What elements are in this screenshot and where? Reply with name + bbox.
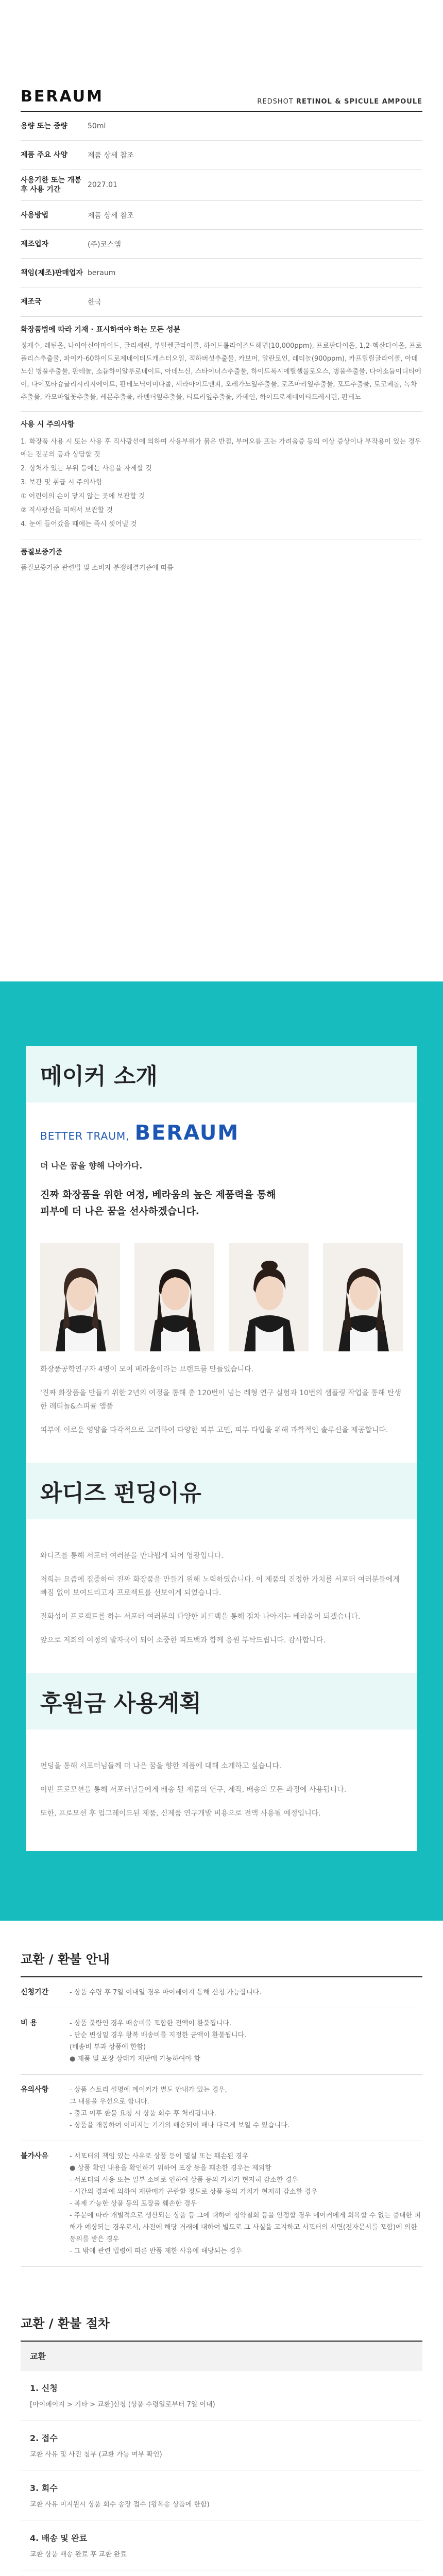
quality-text: 품질보증기준 관련법 및 소비자 분쟁해결기준에 따름 xyxy=(21,564,174,572)
info-row xyxy=(21,287,422,316)
info-value: (주)코스엠 xyxy=(88,240,122,249)
paragraph: 화장품공학연구자 4명이 모여 베라움이라는 브랜드를 만들었습니다. xyxy=(40,1365,254,1374)
ingredients-title: 화장품법에 따라 기재 · 표시하여야 하는 모든 성분 xyxy=(21,316,422,340)
product-info-section xyxy=(0,0,443,981)
process-step xyxy=(21,2370,422,2420)
caution-item: 1. 화장품 사용 시 또는 사용 후 직사광선에 의하여 사용부위가 붉은 반점, 부어오름 또는 가려움증 등의 이상 증상이나 부작용이 있는 경우에는 전문의 등과 상담할 것 xyxy=(21,438,421,459)
step-title: 3. 회수 xyxy=(30,2483,58,2493)
maker-logo xyxy=(40,1121,403,1145)
exchange-line: - 상품 수령 후 7일 이내일 경우 마이페이지 통해 신청 가능합니다. xyxy=(70,1989,262,1996)
step-title: 2. 접수 xyxy=(30,2433,58,2443)
exchange-line: - 상품 스토리 설명에 메이커가 별도 안내가 있는 경우, xyxy=(70,2086,227,2094)
exchange-line: - 그 밖에 관련 법령에 따른 반품 제한 사유에 해당되는 경우 xyxy=(70,2247,242,2255)
info-value: 제품 상세 참조 xyxy=(88,211,134,220)
beraum-logo: BERAUM xyxy=(134,1121,240,1145)
exchange-line: - 상품 불량인 경우 배송비를 포함한 전액이 환불됩니다. xyxy=(70,2020,232,2027)
exchange-row xyxy=(21,2075,422,2141)
info-key: 책임(제조)판매업자 xyxy=(21,268,83,277)
paragraph: 저희는 요즘에 집중하여 진짜 화장품을 만들기 위해 노력하였습니다. 이 제품의 진정한 가치를 서포터 여러분들에게 빠짐 없이 보여드리고자 프로젝트를 선보이게 되었습니다. xyxy=(40,1575,400,1597)
plan-description xyxy=(40,1759,403,1820)
funding-title: 와디즈 펀딩이유 xyxy=(26,1463,417,1519)
info-table xyxy=(21,112,422,316)
info-key: 제품 주요 사양 xyxy=(21,150,67,159)
info-row xyxy=(21,259,422,287)
process-groups xyxy=(21,2342,422,2576)
info-key: 사용기한 또는 개봉 후 사용 기간 xyxy=(21,176,81,194)
maker-lead: 더 나은 꿈을 향해 나아가다. xyxy=(40,1161,143,1171)
plan-title: 후원금 사용계획 xyxy=(26,1673,417,1730)
researcher-photo xyxy=(134,1243,214,1351)
better-traum-text: BETTER TRAUM, xyxy=(40,1130,130,1142)
brand-header xyxy=(21,88,422,112)
maker-section xyxy=(0,981,443,1921)
exchange-value xyxy=(70,1987,422,1998)
process-step xyxy=(21,2470,422,2520)
paragraph: 피부에 이로운 영양을 다각적으로 고려하여 다양한 피부 고민, 피부 타입을 위해 과학적인 솔루션을 제공합니다. xyxy=(40,1426,388,1434)
exchange-value xyxy=(70,2150,422,2257)
info-row xyxy=(21,230,422,259)
process-step xyxy=(21,2420,422,2470)
exchange-key: 불가사유 xyxy=(21,2152,49,2160)
caution-list xyxy=(21,435,422,539)
funding-description xyxy=(40,1549,403,1647)
paragraph: '진짜 화장품을 만들기 위한 2년의 여정을 통해 총 120번이 넘는 레형 연구 실험과 10번의 샘플링 작업을 통해 탄생한 레티놀&스피큘 앰플 xyxy=(40,1389,401,1411)
exchange-line: - 출고 이후 환불 요청 시 상품 회수 후 처리됩니다. xyxy=(70,2110,216,2117)
paragraph: 질화성이 프로젝트를 하는 서포터 여러분의 다양한 피드백을 통해 점차 나아지는 베라움이 되겠습니다. xyxy=(40,1613,361,1621)
info-key: 용량 또는 중량 xyxy=(21,122,67,130)
info-key: 사용방법 xyxy=(21,211,49,219)
exchange-line: - 서포터의 사용 또는 일부 소비로 인하여 상품 등의 가치가 현저히 감소한 경우 xyxy=(70,2176,298,2184)
info-value: 50ml xyxy=(88,122,106,130)
exchange-process-section xyxy=(0,2267,443,2576)
info-value: 2027.01 xyxy=(88,181,117,189)
exchange-key: 신청기간 xyxy=(21,1988,49,1996)
caution-item: ② 직사광선을 피해서 보관할 것 xyxy=(21,506,113,514)
maker-description xyxy=(40,1363,403,1437)
exchange-line: (배송비 부과 상품에 한함) xyxy=(70,2043,146,2051)
exchange-line: - 서포터의 책임 있는 사유로 상품 등이 멸실 또는 훼손된 경우 xyxy=(70,2153,249,2160)
researcher-photos xyxy=(40,1243,403,1351)
exchange-line: - 상품을 개봉하여 이미지는 기기의 배송되어 배나 다르게 보일 수 있습니다. xyxy=(70,2122,289,2129)
caution-item: 2. 상처가 있는 부위 등에는 사용을 자제할 것 xyxy=(21,465,152,472)
exchange-line: ● 상품 확인 내용을 확인하기 위하여 포장 등을 훼손한 경우는 제외함 xyxy=(70,2164,271,2172)
caution-item: ① 어린이의 손이 닿지 않는 곳에 보관할 것 xyxy=(21,493,145,500)
exchange-row xyxy=(21,1977,422,2008)
exchange-value xyxy=(70,2018,422,2065)
exchange-line: - 복제 가능한 상품 등의 포장을 훼손한 경우 xyxy=(70,2200,197,2208)
info-key: 제조국 xyxy=(21,297,42,306)
step-desc: 교환 상품 배송 완료 후 교환 완료 xyxy=(30,2551,127,2558)
process-title: 교환 / 환불 절차 xyxy=(21,2313,422,2342)
exchange-table xyxy=(21,1977,422,2267)
info-value: 한국 xyxy=(88,298,102,307)
step-desc: [마이페이지 > 기타 > 교환]신청 (상품 수령일로부터 7일 이내) xyxy=(30,2401,215,2409)
exchange-line: ● 제품 및 포장 상태가 재판매 가능하여야 함 xyxy=(70,2055,200,2063)
caution-title: 사용 시 주의사항 xyxy=(21,411,422,434)
paragraph: 펀딩을 통해 서포터님들께 더 나은 꿈을 향한 제품에 대해 소개하고 싶습니다. xyxy=(40,1762,282,1770)
brand-logo: BERAUM xyxy=(21,88,104,106)
exchange-line: - 시간의 경과에 의하여 재판매가 곤란할 정도로 상품 등의 가치가 현저히 감소한 경우 xyxy=(70,2188,318,2196)
info-value: 제품 상세 참조 xyxy=(88,151,134,160)
process-step xyxy=(21,2520,422,2570)
exchange-info-section xyxy=(0,1921,443,2267)
exchange-row xyxy=(21,2141,422,2267)
info-row xyxy=(21,112,422,141)
product-name: REDSHOT RETINOL & SPICULE AMPOULE xyxy=(257,98,422,106)
info-value: beraum xyxy=(88,268,116,277)
step-title: 4. 배송 및 완료 xyxy=(30,2533,88,2543)
exchange-row xyxy=(21,2008,422,2075)
info-row xyxy=(21,201,422,230)
exchange-value xyxy=(70,2084,422,2131)
paragraph: 앞으로 저희의 여정의 발자국이 되어 소중한 피드백과 함께 응원 부탁드립니다. 감사합니다. xyxy=(40,1636,326,1645)
process-group-title: 교환 xyxy=(21,2342,422,2370)
exchange-title: 교환 / 환불 안내 xyxy=(21,1949,422,1977)
ingredients-text: 정제수, 레틴올, 나이아신아마이드, 글리세린, 부틸렌글라이콜, 하이드롤라이즈드해면(10,000ppm), 프로판다이올, 1,2-헥산다이올, 프로폴리스추출물, 파이카-60하이드로제네이티드캐스터오일, 적하버섯추출물, 카보머, 알란토인, 레티놀(900ppm), 카프릴릴글라이콜, 아데노신 병풀추출물, 판테놀, 소듐하이알루로네이트, 아데노신, 스타이너스추출물, 하이드록시에틸셀룰로오스, 병풀추출물, 다이소듐이디티에이, 다이포타슘글리시리지에이트, 판테노닉이미다졸, 세라마이드엔피, 오레가노잎추출물, 로즈마리잎추출물, 포도추출물, 토코페롤, 녹차추출물, 카모마일꽃추출물, 레몬추출물, 라벤더잎추출물, 티트리잎추출물, 카페인, 하이드로제네이티드레시틴, 판테노 xyxy=(21,342,422,401)
info-key: 제조업자 xyxy=(21,240,49,248)
researcher-photo xyxy=(40,1243,120,1351)
researcher-photo xyxy=(323,1243,403,1351)
caution-item: 3. 보관 및 취급 시 주의사항 xyxy=(21,479,103,486)
caution-item: 4. 눈에 들어갔을 때에는 즉시 씻어낼 것 xyxy=(21,520,137,528)
paragraph: 와디즈를 통해 서포터 여러분을 만나뵙게 되어 영광입니다. xyxy=(40,1552,224,1560)
paragraph: 또한, 프로모션 후 업그레이드된 제품, 신제품 연구개발 비용으로 전액 사용될 예정입니다. xyxy=(40,1809,321,1818)
exchange-line: - 단순 변심일 경우 왕복 배송비를 지정한 금액이 환불됩니다. xyxy=(70,2031,247,2039)
exchange-key: 비 용 xyxy=(21,2019,37,2027)
paragraph: 이번 프로모션을 통해 서포터님들에게 배송 될 제품의 연구, 제작, 배송의 모든 과정에 사용됩니다. xyxy=(40,1786,347,1794)
step-title: 1. 신청 xyxy=(30,2383,58,2393)
maker-card xyxy=(26,1046,417,1851)
exchange-line: - 주문에 따라 개별적으로 생산되는 상품 등 그에 대하여 청약철회 등을 인정할 경우 메이커에게 회복할 수 없는 중대한 피해가 예상되는 경우로서, 사전에 해당 거래에 대하여 별도로 그 사실을 고지하고 서포터의 서면(전자문서를 포함)에 의한 동의를 받은 경우 xyxy=(70,2212,421,2243)
info-row xyxy=(21,170,422,201)
info-row xyxy=(21,141,422,170)
exchange-line: 그 내용을 우선으로 합니다. xyxy=(70,2098,149,2106)
researcher-photo xyxy=(229,1243,309,1351)
maker-title: 메이커 소개 xyxy=(26,1046,417,1103)
step-desc: 교환 사유 및 사진 첨부 (교환 가능 여부 확인) xyxy=(30,2451,162,2459)
exchange-key: 유의사항 xyxy=(21,2086,49,2094)
process-group xyxy=(21,2342,422,2570)
quality-title: 품질보증기준 xyxy=(21,539,422,562)
maker-subtitle: 진짜 화장품을 위한 여정, 베라움의 높은 제품력을 통해 피부에 더 나은 꿈을 선사하겠습니다. xyxy=(40,1189,276,1217)
step-desc: 교환 사유 미지원시 상품 회수 송장 접수 (왕복송 상품에 한함) xyxy=(30,2501,210,2509)
